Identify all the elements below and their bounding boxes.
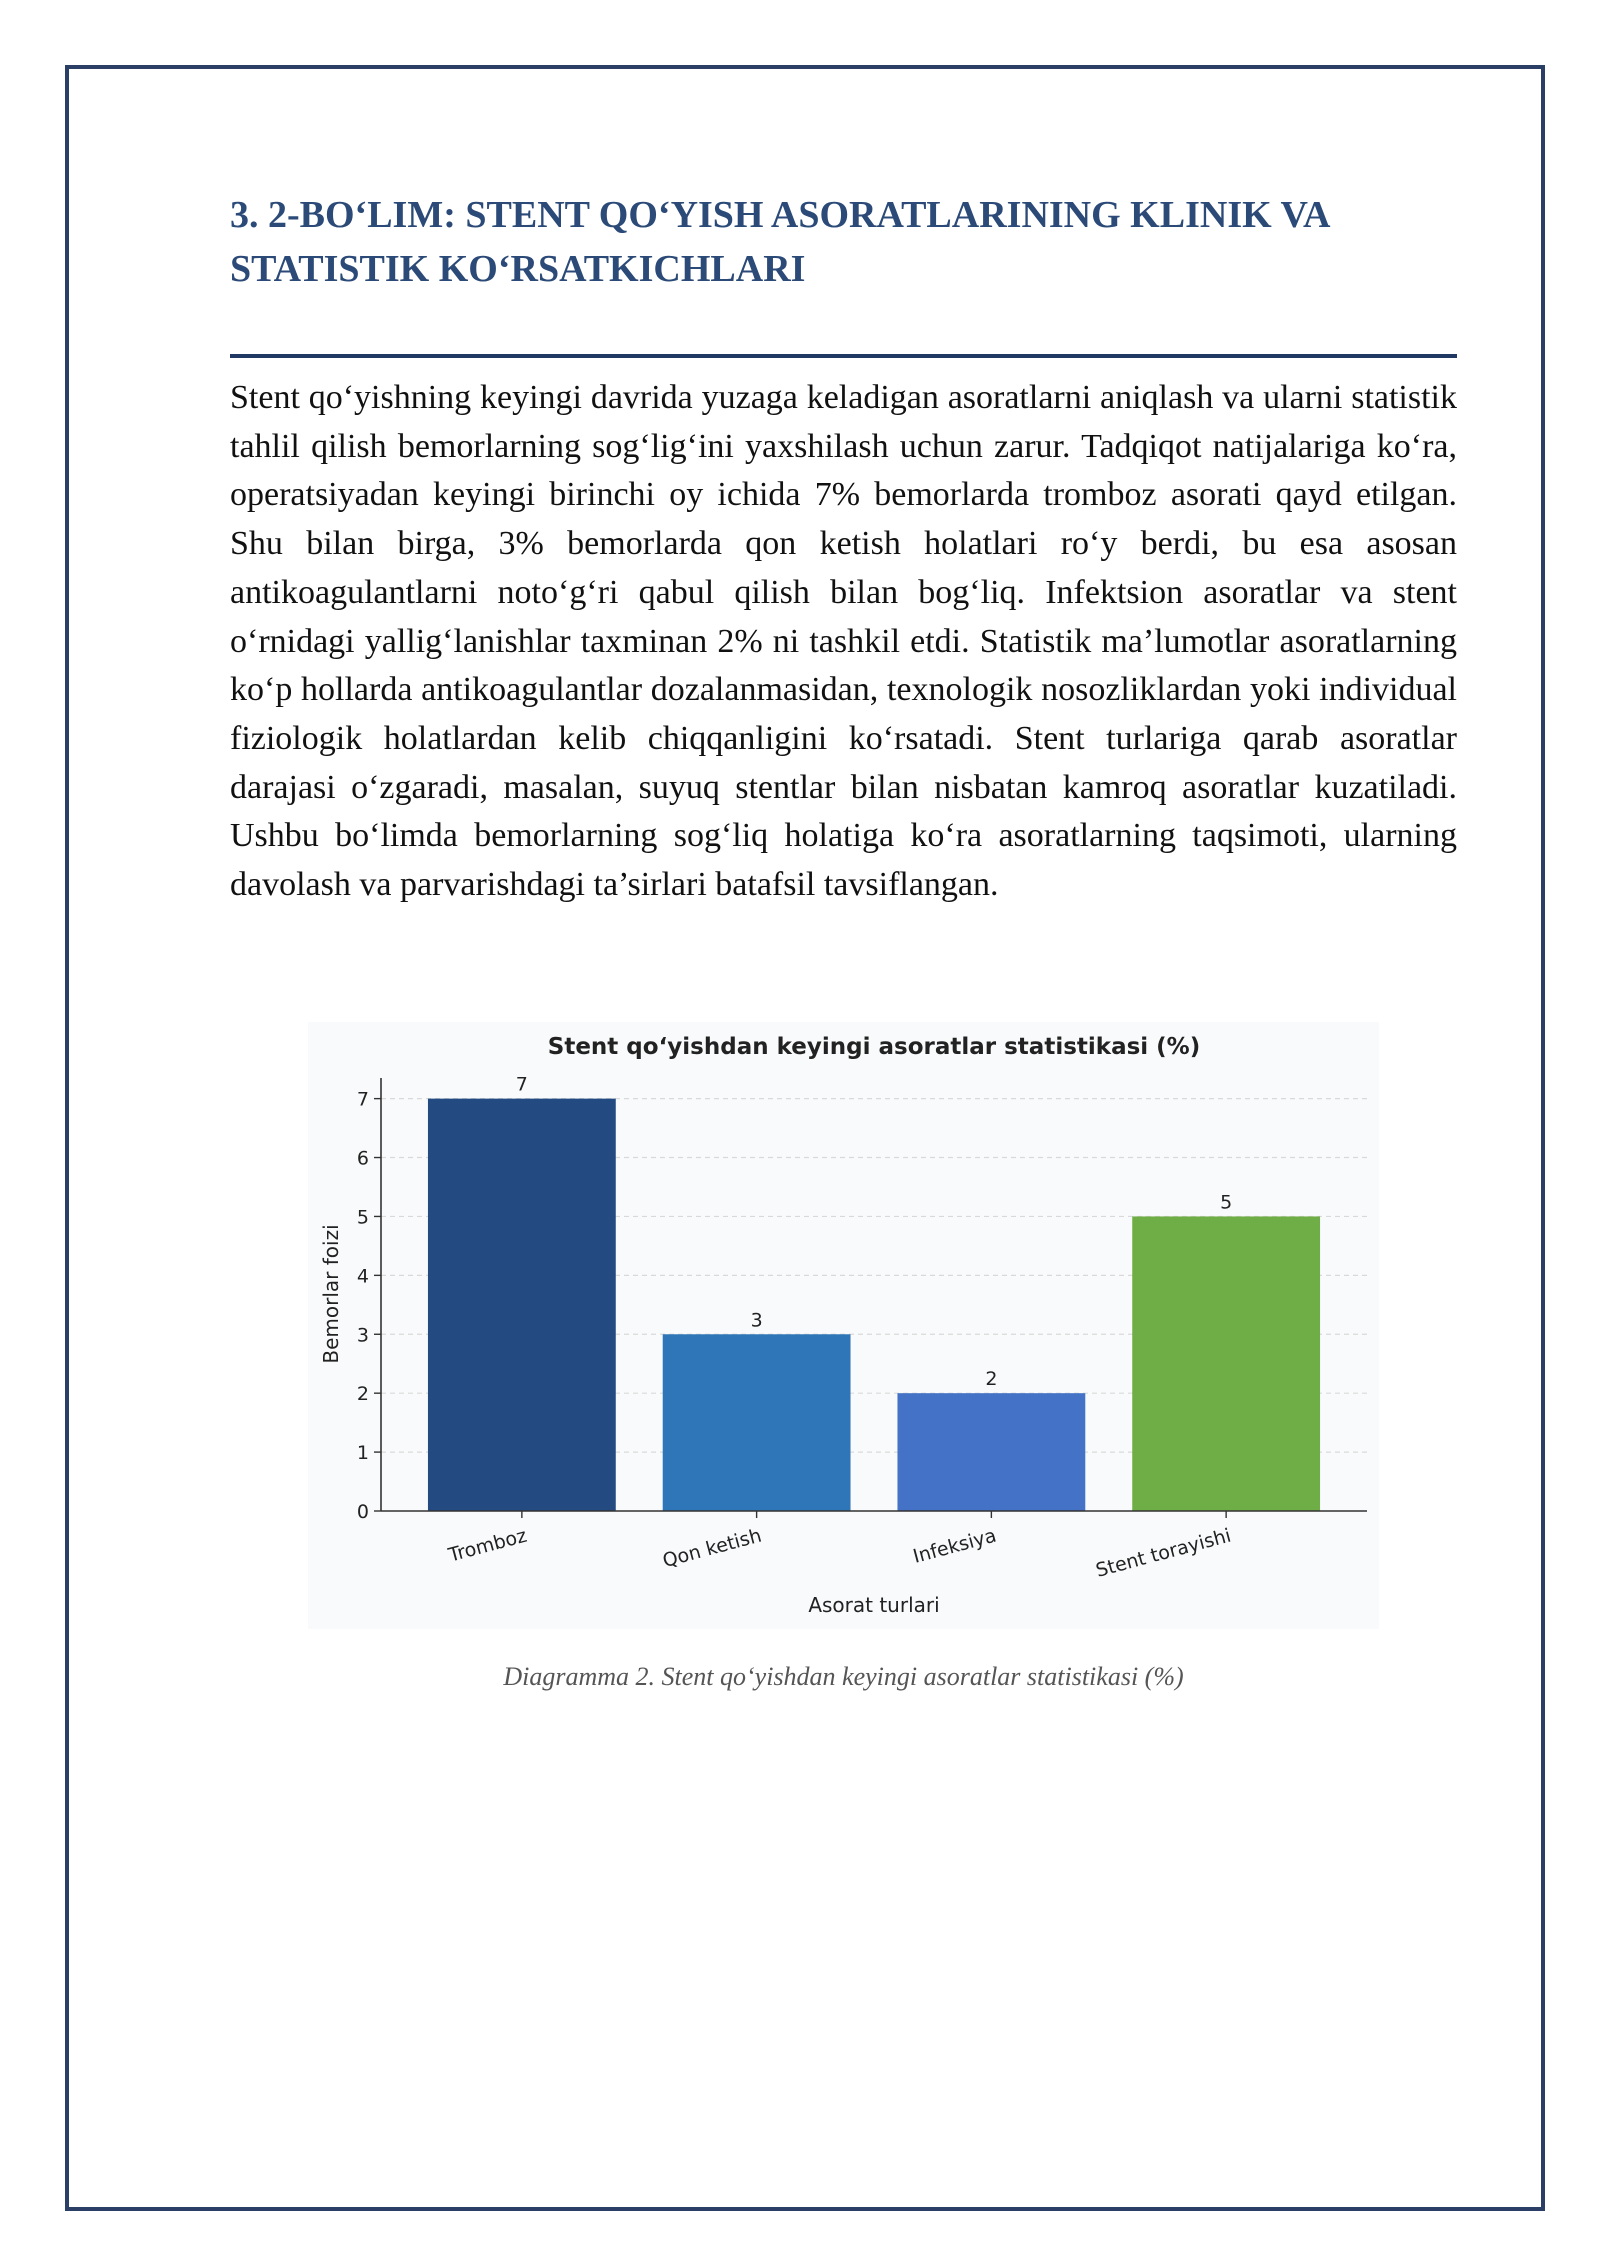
figure-caption: Diagramma 2. Stent qo‘yishdan keyingi asoratlar statistikasi (%) — [503, 1662, 1184, 1691]
bar-value-label: 7 — [515, 1073, 528, 1096]
bar-infeksiya — [897, 1393, 1085, 1511]
body-paragraph: Stent qo‘yishning keyingi davrida yuzaga keladigan asoratlarni aniqlash va ularni statistik tahlil qilish bemorlarning sog‘lig‘ini yaxshilash uchun zarur. Tadqiqot natijalariga ko‘ra, operatsiyadan keyingi birinchi oy ichida 7% bemorlarda tromboz asorati qayd etilgan. Shu bilan birga, 3% bemorlarda qon ketish holatlari ro‘y berdi, bu esa asosan antikoagulantlarni noto‘g‘ri qabul qilish bilan bog‘liq. Infektsion asoratlar va stent o‘rnidagi yallig‘lanishlar taxminan 2% ni tashkil etdi. Statistik ma’lumotlar asoratlarning ko‘p hollarda antikoagulantlar dozalanmasidan, texnologik nosozliklardan yoki individual fiziologik holatlardan kelib chiqqanligini ko‘rsatadi. Stent turlariga qarab asoratlar darajasi o‘zgaradi, masalan, suyuq stentlar bilan nisbatan kamroq asoratlar kuzatiladi. Ushbu bo‘limda bemorlarning sog‘liq holatiga ko‘ra asoratlarning taqsimoti, ularning davolash va parvarishdagi ta’sirlari batafsil tavsiflangan. — [230, 379, 1457, 904]
y-tick-label: 6 — [356, 1147, 369, 1170]
y-tick-label: 4 — [356, 1265, 369, 1288]
y-tick-label: 0 — [356, 1501, 369, 1523]
heading-divider — [230, 354, 1457, 358]
y-tick-label: 5 — [356, 1206, 369, 1229]
section-heading: 3. 2-BO‘LIM: STENT QO‘YISH ASORATLARINING KLINIK VA STATISTIK KO‘RSATKICHLARI — [230, 194, 1329, 290]
complications-bar-chart — [308, 1022, 1379, 1629]
x-tick-label: Qon ketish — [660, 1524, 764, 1573]
bar-value-label: 3 — [750, 1309, 763, 1332]
y-tick-label: 1 — [356, 1442, 369, 1465]
y-tick-label: 3 — [356, 1324, 369, 1347]
chart-y-axis-label: Bemorlar foizi — [319, 1224, 343, 1364]
bar-qon-ketish — [663, 1334, 851, 1511]
bar-value-label: 2 — [985, 1368, 998, 1391]
bar-stent-torayishi — [1132, 1216, 1320, 1511]
chart-title: Stent qo‘yishdan keyingi asoratlar statistikasi (%) — [547, 1034, 1201, 1060]
bar-value-label: 5 — [1220, 1191, 1233, 1214]
chart-x-axis-label: Asorat turlari — [808, 1593, 940, 1617]
x-tick-label: Tromboz — [446, 1524, 530, 1567]
x-tick-label: Stent torayishi — [1093, 1524, 1234, 1582]
x-tick-label: Infeksiya — [910, 1524, 999, 1568]
y-tick-label: 2 — [356, 1383, 369, 1406]
y-tick-label: 7 — [356, 1088, 369, 1111]
bar-tromboz — [428, 1099, 616, 1511]
